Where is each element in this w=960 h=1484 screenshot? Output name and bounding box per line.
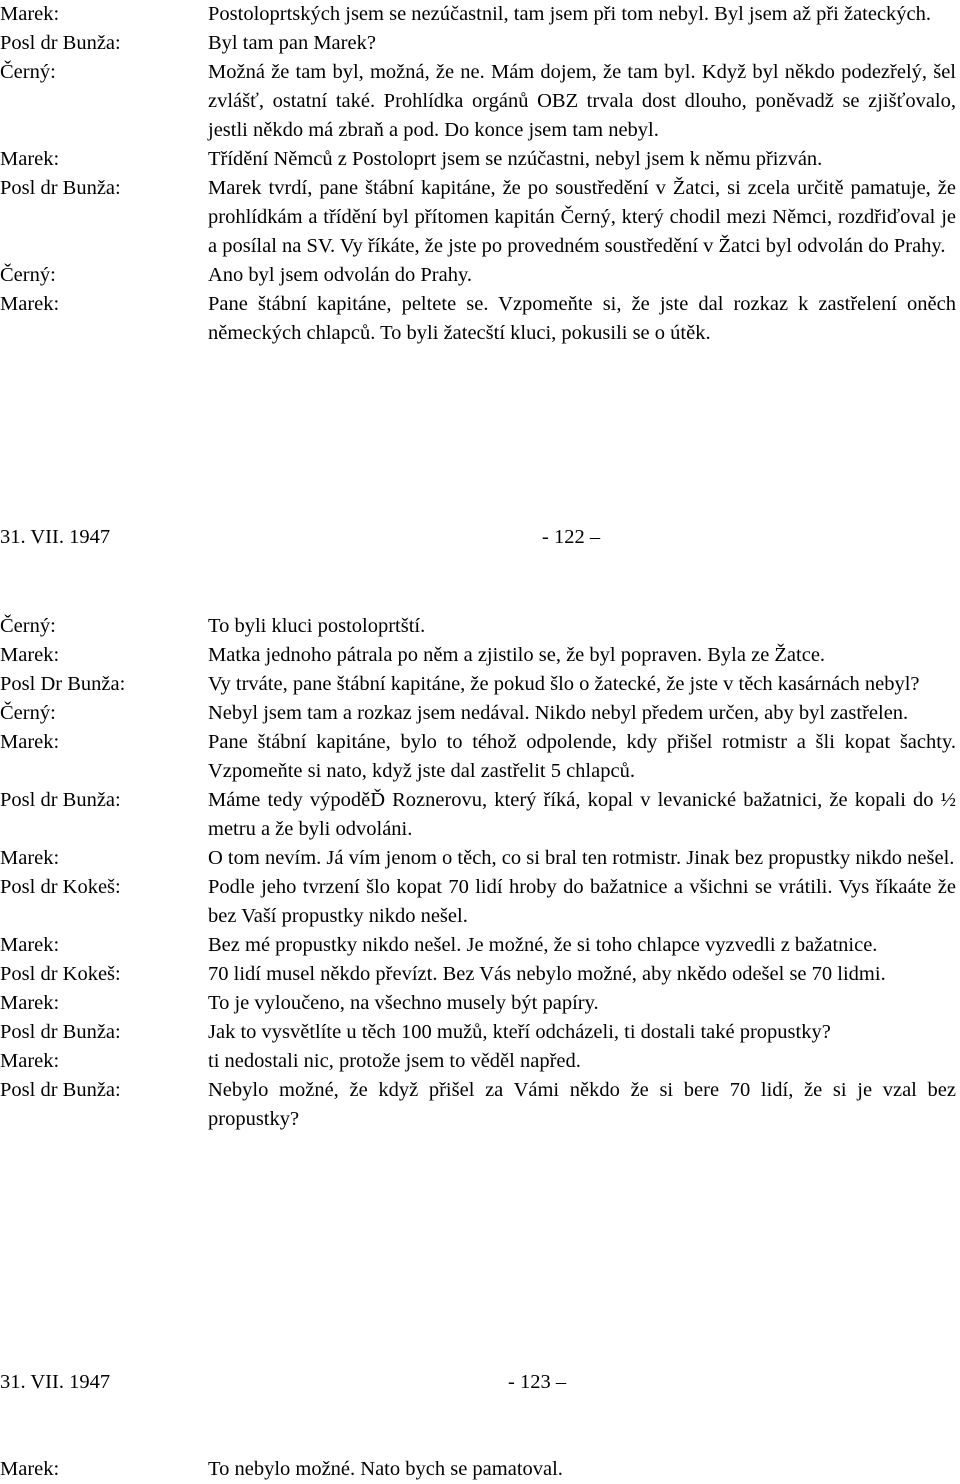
dialogue-text: Podle jeho tvrzení šlo kopat 70 lidí hroby do bažatnice a všichni se vrátili. Vys říkaáte že bez Vaší propustky nikdo nešel. (208, 876, 956, 927)
dialogue-row (0, 145, 960, 174)
dialogue-row (0, 641, 960, 670)
transcript-section-2 (0, 612, 960, 1134)
dialogue-text: Máme tedy výpoděĎ Roznerovu, který říká, kopal v levanické bažatnici, že kopali do ½ metru a že byli odvoláni. (208, 789, 956, 840)
page-number: - 123 – (508, 1371, 567, 1393)
transcript-section-3 (0, 1455, 960, 1484)
dialogue-text: To byli kluci postoloprtští. (208, 615, 426, 637)
dialogue-text: Matka jednoho pátrala po něm a zjistilo se, že byl popraven. Byla ze Žatce. (208, 644, 826, 666)
speaker-label: Marek: (0, 847, 60, 869)
dialogue-row (0, 290, 960, 348)
speaker-label: Marek: (0, 934, 60, 956)
speaker-label: Marek: (0, 1458, 60, 1480)
speaker-label: Posl dr Bunža: (0, 789, 121, 811)
speaker-label: Posl dr Bunža: (0, 1079, 121, 1101)
speaker-label: Posl dr Kokeš: (0, 963, 121, 985)
speaker-label: Černý: (0, 264, 56, 286)
dialogue-row (0, 29, 960, 58)
dialogue-row (0, 699, 960, 728)
dialogue-text: ti nedostali nic, protože jsem to věděl napřed. (208, 1050, 581, 1072)
dialogue-row (0, 1076, 960, 1134)
speaker-label: Černý: (0, 702, 56, 724)
dialogue-text: Ano byl jsem odvolán do Prahy. (208, 264, 473, 286)
dialogue-row (0, 728, 960, 786)
speaker-label: Černý: (0, 615, 56, 637)
dialogue-row (0, 261, 960, 290)
dialogue-row (0, 0, 960, 29)
dialogue-row (0, 1018, 960, 1047)
speaker-label: Černý: (0, 61, 56, 83)
dialogue-text: Byl tam pan Marek? (208, 32, 376, 54)
dialogue-text: Nebyl jsem tam a rozkaz jsem nedával. Nikdo nebyl předem určen, aby byl zastřelen. (208, 702, 909, 724)
page-footer (0, 1368, 960, 1397)
dialogue-text: Marek tvrdí, pane štábní kapitáne, že po soustředění v Žatci, si zcela určitě pamatuje, že prohlídkám a třídění byl přítomen kapitán Černý, který chodil mezi Němci, rozdřiďoval je a posílal na SV. Vy říkáte, že jste po provedném soustředění v Žatci byl odvolán do Prahy. (208, 177, 956, 257)
dialogue-row (0, 786, 960, 844)
speaker-label: Marek: (0, 148, 60, 170)
speaker-label: Posl dr Bunža: (0, 32, 121, 54)
speaker-label: Marek: (0, 3, 60, 25)
dialogue-text: Postoloprtských jsem se nezúčastnil, tam jsem při tom nebyl. Byl jsem až při žateckých. (208, 3, 932, 25)
dialogue-row (0, 670, 960, 699)
speaker-label: Posl Dr Bunža: (0, 673, 126, 695)
speaker-label: Posl dr Bunža: (0, 1021, 121, 1043)
dialogue-row (0, 1047, 960, 1076)
page-number: - 122 – (542, 526, 601, 548)
dialogue-text: Třídění Němců z Postoloprt jsem se nzúčastni, nebyl jsem k němu přizván. (208, 148, 823, 170)
dialogue-text: To je vyloučeno, na všechno musely být papíry. (208, 992, 599, 1014)
footer-date: 31. VII. 1947 (0, 526, 111, 548)
speaker-label: Marek: (0, 731, 60, 753)
speaker-label: Marek: (0, 992, 60, 1014)
dialogue-text: Nebylo možné, že když přišel za Vámi někdo že si bere 70 lidí, že si je vzal bez propustky? (208, 1079, 956, 1130)
dialogue-text: Pane štábní kapitáne, bylo to téhož odpolende, kdy přišel rotmistr a šli kopat šachty. Vzpomeňte si nato, když jste dal zastřelit 5 chlapců. (208, 731, 956, 782)
dialogue-row (0, 989, 960, 1018)
dialogue-text: Jak to vysvětlíte u těch 100 mužů, kteří odcházeli, ti dostali také propustky? (208, 1021, 831, 1043)
dialogue-text: Pane štábní kapitáne, peltete se. Vzpomeňte si, že jste dal rozkaz k zastřelení oněch německých chlapců. To byli žatecští kluci, pokusili se o útěk. (208, 293, 956, 344)
dialogue-row (0, 1455, 960, 1484)
speaker-label: Marek: (0, 293, 60, 315)
dialogue-text: Bez mé propustky nikdo nešel. Je možné, že si toho chlapce vyzvedli z bažatnice. (208, 934, 878, 956)
dialogue-text: Možná že tam byl, možná, že ne. Mám dojem, že tam byl. Když byl někdo podezřelý, šel zvlášť, ostatní také. Prohlídka orgánů OBZ trvala dost dlouho, poněvadž se zjišťovalo, jestli někdo má zbraň a pod. Do konce jsem tam nebyl. (208, 61, 956, 141)
dialogue-row (0, 960, 960, 989)
dialogue-row (0, 58, 960, 145)
dialogue-row (0, 873, 960, 931)
dialogue-row (0, 931, 960, 960)
dialogue-text: To nebylo možné. Nato bych se pamatoval. (208, 1458, 563, 1480)
speaker-label: Marek: (0, 1050, 60, 1072)
transcript-section-1 (0, 0, 960, 348)
dialogue-text: 70 lidí musel někdo převízt. Bez Vás nebylo možné, aby nkědo odešel se 70 lidmi. (208, 963, 886, 985)
speaker-label: Posl dr Kokeš: (0, 876, 121, 898)
speaker-label: Posl dr Bunža: (0, 177, 121, 199)
footer-date: 31. VII. 1947 (0, 1371, 111, 1393)
dialogue-row (0, 844, 960, 873)
dialogue-row (0, 612, 960, 641)
dialogue-text: Vy trváte, pane štábní kapitáne, že pokud šlo o žatecké, že jste v těch kasárnách nebyl? (208, 673, 920, 695)
page-footer (0, 523, 960, 552)
speaker-label: Marek: (0, 644, 60, 666)
dialogue-row (0, 174, 960, 261)
dialogue-text: O tom nevím. Já vím jenom o těch, co si bral ten rotmistr. Jinak bez propustky nikdo nešel. (208, 847, 955, 869)
